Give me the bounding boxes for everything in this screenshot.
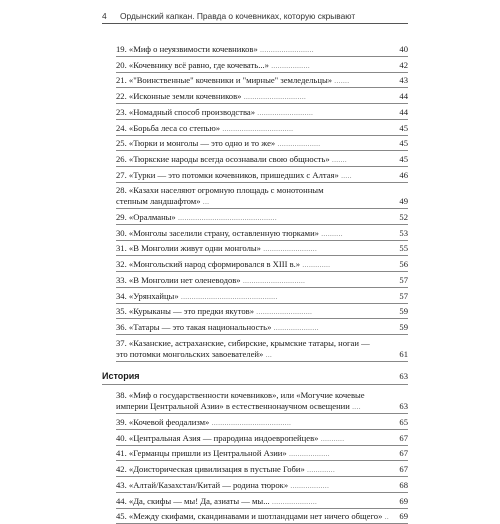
dot-leader: ... <box>200 196 210 207</box>
toc-page-number: 67 <box>399 448 408 459</box>
toc-divider <box>116 445 408 446</box>
book-title: Ордынский капкан. Правда о кочевниках, которую скрывают <box>120 11 356 21</box>
toc-entry[interactable] <box>102 123 408 134</box>
dot-leader: ..................... <box>271 321 319 332</box>
toc-entry[interactable] <box>102 511 408 522</box>
toc-entry-title: 36. «Татары — это такая национальность» ..................... <box>116 321 319 332</box>
toc-entry[interactable] <box>102 75 408 86</box>
toc-divider <box>116 87 408 88</box>
toc-entry[interactable] <box>102 390 408 412</box>
page-number: 4 <box>102 11 107 21</box>
dot-leader: .................... <box>275 138 321 149</box>
toc-entry-title: 38. «Миф о государственности кочевников», или «Могучие кочевые <box>116 390 365 401</box>
toc-divider <box>116 287 408 288</box>
toc-entry[interactable] <box>102 154 408 165</box>
toc-entry[interactable] <box>102 60 408 71</box>
toc-page-number: 44 <box>399 91 408 102</box>
dot-leader: ..................... <box>269 495 317 506</box>
dot-leader: ............................. <box>240 274 306 285</box>
dot-leader: ........... <box>318 432 345 443</box>
toc-page-number: 43 <box>399 75 408 86</box>
dot-leader: ... <box>263 348 272 359</box>
toc-entry[interactable] <box>102 306 408 317</box>
toc-entry[interactable] <box>102 496 408 507</box>
toc-entry-title: 43. «Алтай/Казахстан/Китай — родина тюрок» .................. <box>116 479 329 490</box>
toc-divider <box>116 224 408 225</box>
toc-entry-title: 44. «Да, скифы — мы! Да, азиаты — мы... ..................... <box>116 495 317 506</box>
toc-divider <box>116 271 408 272</box>
toc-divider <box>116 150 408 151</box>
toc-page-number: 42 <box>399 59 408 70</box>
toc-entry[interactable] <box>102 228 408 239</box>
toc-entry-title-continued: империи Центральной Азии» в естественнонаучном освещении .... <box>116 401 361 412</box>
toc-entry-title: 30. «Монголы заселили страну, оставленную тюрками» .......... <box>116 227 343 238</box>
toc-page-number: 67 <box>399 464 408 475</box>
toc-page-number: 55 <box>399 243 408 254</box>
toc-entry[interactable] <box>102 185 408 207</box>
dot-leader: .... <box>349 401 361 412</box>
toc-entry[interactable] <box>102 464 408 475</box>
toc-divider <box>116 182 408 183</box>
toc-entry-title: 41. «Германцы пришли из Центральной Азии» ................... <box>116 448 330 459</box>
toc-divider <box>116 476 408 477</box>
dot-leader: .......................... <box>255 106 314 117</box>
toc-divider <box>116 208 408 209</box>
toc-page-number: 65 <box>399 417 408 427</box>
dot-leader: .................. <box>268 59 310 70</box>
toc-divider <box>116 413 408 414</box>
toc-entry-title: 40. «Центральная Азия — прародина индоевропейцев» ........... <box>116 432 345 443</box>
toc-divider <box>116 255 408 256</box>
toc-section[interactable] <box>102 371 408 382</box>
toc-page-number: 44 <box>399 106 408 117</box>
header-rule <box>102 23 408 24</box>
toc-entry[interactable] <box>102 243 408 254</box>
toc-entry-title: 31. «В Монголии живут одни монголы» ......................... <box>116 243 317 254</box>
dot-leader: ............. <box>300 259 331 270</box>
toc-entry-title: 20. «Кочевнику всё равно, где кочевать...» .................. <box>116 59 310 70</box>
toc-page-number: 52 <box>399 212 408 222</box>
toc-divider <box>116 72 408 73</box>
toc-entry[interactable] <box>102 433 408 444</box>
toc-divider <box>116 492 408 493</box>
toc-entry-title: 45. «Между скифами, скандинавами и шотландцами нет ничего общего» .. <box>116 511 389 522</box>
dot-leader: .. <box>382 511 389 522</box>
toc-divider <box>116 318 408 319</box>
toc-entry[interactable] <box>102 259 408 270</box>
toc-entry-title: 24. «Борьба леса со степью» ................................. <box>116 122 294 133</box>
toc-divider <box>116 361 408 362</box>
toc-entry[interactable] <box>102 107 408 118</box>
toc-entry-title: 39. «Кочевой феодализм» ..................................... <box>116 417 291 427</box>
toc-entry-title: 25. «Тюрки и монголы — это одно и то же» .................... <box>116 138 321 149</box>
toc-entry-title: 26. «Тюркские народы всегда осознавали свою общность» ....... <box>116 153 347 164</box>
dot-leader: ......................... <box>257 44 314 54</box>
toc-page-number: 69 <box>399 511 408 522</box>
toc-page-number: 68 <box>399 479 408 490</box>
toc-divider <box>116 56 408 57</box>
toc-divider <box>116 103 408 104</box>
toc-page-number: 45 <box>399 138 408 149</box>
toc-divider <box>116 429 408 430</box>
toc-page-number: 53 <box>399 227 408 238</box>
toc-entry-title: 33. «В Монголии нет оленеводов» ............................. <box>116 274 306 285</box>
toc-entry[interactable] <box>102 170 408 181</box>
toc-page-number: 45 <box>399 122 408 133</box>
toc-entry-title: 28. «Казахи населяют огромную площадь с монотонным <box>116 185 324 196</box>
dot-leader: .................. <box>288 479 329 490</box>
toc-divider <box>116 135 408 136</box>
toc-entry[interactable] <box>102 212 408 223</box>
dot-leader: .......... <box>318 227 343 238</box>
toc-entry-title-continued: степным ландшафтом» ... <box>116 196 210 207</box>
dot-leader: ................................. <box>220 122 294 133</box>
toc-section-title: История <box>102 371 140 382</box>
dot-leader: ............................. <box>241 91 306 102</box>
dot-leader: .............................................. <box>175 212 277 222</box>
toc-entry-title: 35. «Курыканы — это предки якутов» .......................... <box>116 306 313 317</box>
toc-entry[interactable] <box>102 417 408 428</box>
toc-entry-title: 22. «Исконные земли кочевников» ............................. <box>116 91 306 102</box>
toc-entry[interactable] <box>102 91 408 102</box>
toc-entry-title: 42. «Доисторическая цивилизация в пустыне Гоби» ............. <box>116 464 335 475</box>
toc-page-number: 59 <box>399 321 408 332</box>
toc-page-number: 40 <box>399 44 408 54</box>
toc-divider <box>116 119 408 120</box>
dot-leader: .......................... <box>254 306 313 317</box>
toc-page-number: 46 <box>399 169 408 180</box>
dot-leader: ............................................. <box>178 290 278 301</box>
toc-entry-title: 23. «Номадный способ производства» .......................... <box>116 106 314 117</box>
toc-entry[interactable] <box>102 275 408 286</box>
toc-divider <box>116 508 408 509</box>
toc-divider <box>116 460 408 461</box>
toc-entry-title: 27. «Турки — это потомки кочевников, пришедших с Алтая» ..... <box>116 169 352 180</box>
toc-entry-title: 21. «"Воинственные" кочевники и "мирные" земледельцы» ....... <box>116 75 350 86</box>
toc-page-number: 67 <box>399 432 408 443</box>
dot-leader: ......................... <box>260 243 317 254</box>
toc-entry[interactable] <box>102 448 408 459</box>
toc-entry-title: 32. «Монгольский народ сформировался в XIII в.» ............. <box>116 259 331 270</box>
toc-divider <box>116 240 408 241</box>
toc-entry-title: 37. «Казанские, астраханские, сибирские, крымские татары, ногаи — <box>116 337 370 348</box>
toc-entry[interactable] <box>102 322 408 333</box>
toc-entry[interactable] <box>102 480 408 491</box>
toc-page-number: 49 <box>399 196 408 207</box>
dot-leader: ....... <box>329 153 347 164</box>
dot-leader: ................... <box>286 448 330 459</box>
toc-entry-title-continued: это потомки монгольских завоевателей» ... <box>116 348 272 359</box>
toc-entry[interactable] <box>102 291 408 302</box>
toc-entry[interactable] <box>102 44 408 55</box>
toc-entry-title: 34. «Урянхайцы» ............................................. <box>116 290 278 301</box>
toc-page-number: 57 <box>399 290 408 301</box>
dot-leader: ............. <box>304 464 335 475</box>
toc-page-number: 56 <box>399 259 408 270</box>
toc-entry-title: 19. «Миф о неуязвимости кочевников» ......................... <box>116 44 314 54</box>
toc-page-number: 57 <box>399 274 408 285</box>
toc-divider <box>116 334 408 335</box>
toc-divider <box>116 166 408 167</box>
toc-entry[interactable] <box>102 138 408 149</box>
toc-divider <box>116 303 408 304</box>
toc-entry[interactable] <box>102 338 408 360</box>
toc-divider <box>102 384 408 385</box>
toc-page-number: 45 <box>399 153 408 164</box>
toc-page-number: 61 <box>399 348 408 359</box>
toc-page-number: 69 <box>399 495 408 506</box>
toc-page-number: 63 <box>399 371 408 382</box>
toc-page-number: 59 <box>399 306 408 317</box>
dot-leader: ....... <box>332 75 350 86</box>
running-header <box>102 9 402 23</box>
toc-page-number: 63 <box>399 401 408 412</box>
dot-leader: ..... <box>338 169 352 180</box>
dot-leader: ..................................... <box>209 417 291 427</box>
toc-entry-title: 29. «Оралманы» .............................................. <box>116 212 277 222</box>
